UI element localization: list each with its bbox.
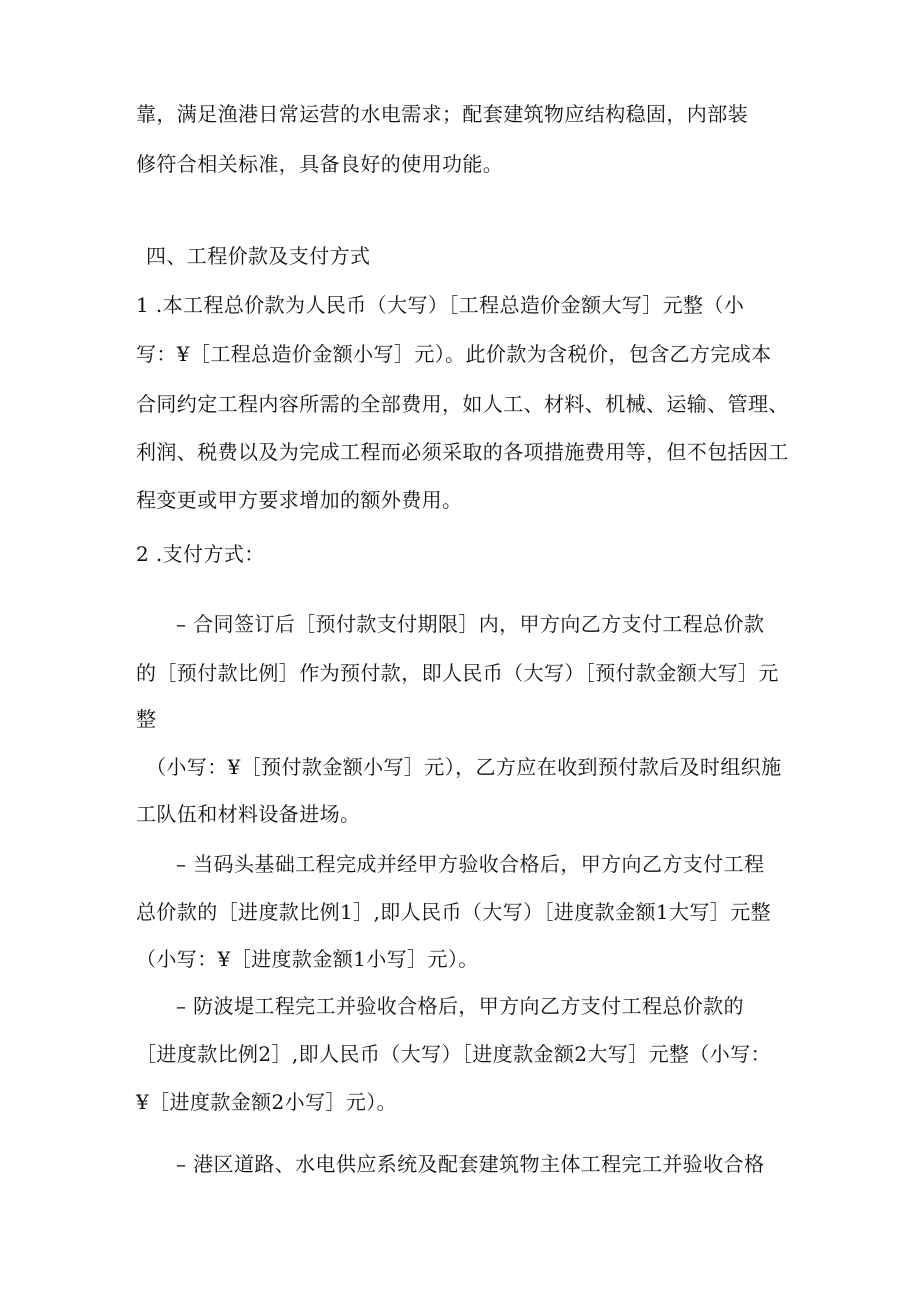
list-item-line: ［进度款比例2］,即人民币（大写）［进度款金额2大写］元整（小写：: [136, 1042, 772, 1066]
paragraph-line: 合同约定工程内容所需的全部费用，如人工、材料、机械、运输、管理、: [136, 392, 789, 416]
paragraph-line: 写：¥［工程总造价金额小写］元）。此价款为含税价，包含乙方完成本: [136, 342, 772, 366]
paragraph-line: 靠，满足渔港日常运营的水电需求；配套建筑物应结构稳固，内部装: [136, 102, 748, 126]
section-heading: 四、工程价款及支付方式: [146, 244, 371, 268]
list-item-line: （小写：¥［进度款金额1小写］元）。: [136, 947, 479, 971]
list-item-line: – 港区道路、水电供应系统及配套建筑物主体工程完工并验收合格: [176, 1152, 765, 1176]
list-item-line: 总价款的［进度款比例1］,即人民币（大写）［进度款金额1大写］元整: [136, 900, 772, 924]
paragraph-line: 1 .本工程总价款为人民币（大写）［工程总造价金额大写］元整（小: [136, 293, 745, 317]
paragraph-line: 修符合相关标准，具备良好的使用功能。: [136, 152, 504, 176]
paragraph-line: 程变更或甲方要求增加的额外费用。: [136, 488, 463, 512]
list-item-line: 工队伍和材料设备进场。: [136, 802, 361, 826]
list-item-line: 整: [136, 707, 157, 731]
list-item-line: – 合同签订后［预付款支付期限］内，甲方向乙方支付工程总价款: [176, 612, 765, 636]
paragraph-line: 利润、税费以及为完成工程而必须采取的各项措施费用等，但不包括因工: [136, 440, 789, 464]
list-item-line: – 当码头基础工程完成并经甲方验收合格后，甲方向乙方支付工程: [176, 852, 765, 876]
paragraph-line: 2 .支付方式：: [136, 542, 265, 566]
list-item-line: – 防波堤工程完工并验收合格后，甲方向乙方支付工程总价款的: [176, 994, 744, 1018]
list-item-line: ¥［进度款金额2小写］元）。: [136, 1090, 398, 1114]
list-item-line: 的［预付款比例］作为预付款，即人民币（大写）［预付款金额大写］元: [136, 661, 779, 685]
list-item-line: （小写：¥［预付款金额小写］元），乙方应在收到预付款后及时组织施: [146, 755, 782, 779]
